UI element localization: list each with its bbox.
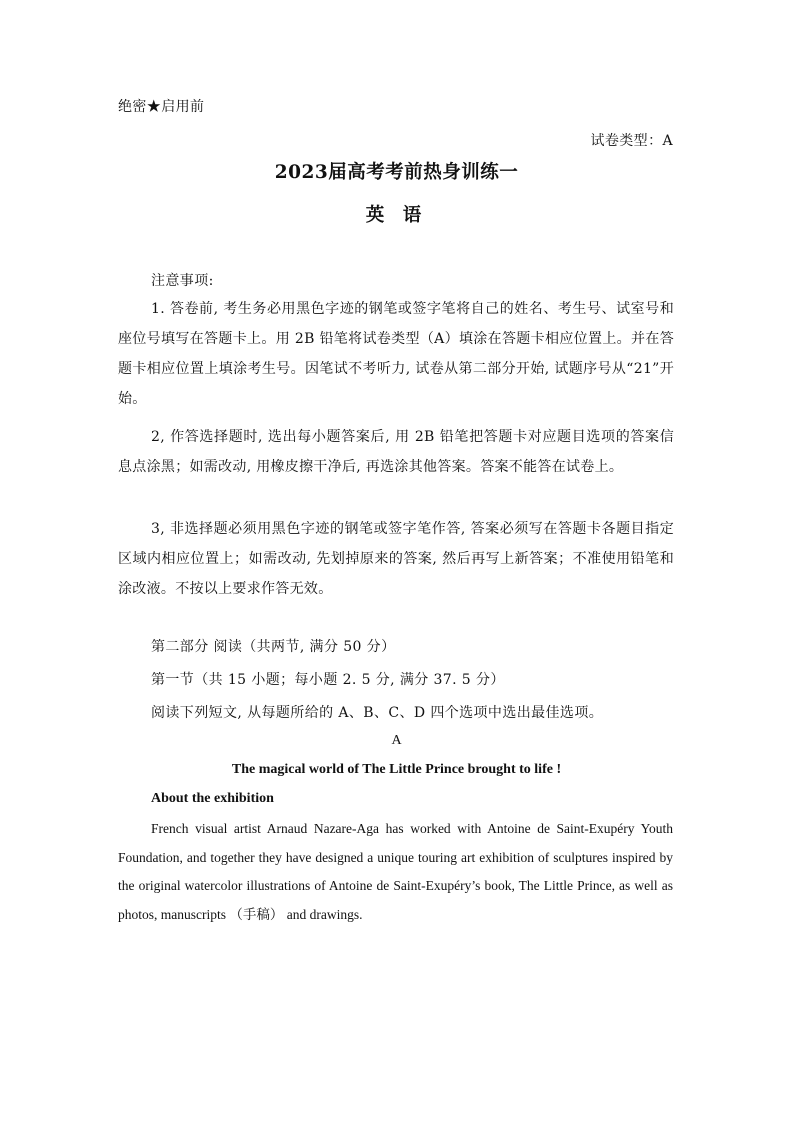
passage-subheading: About the exhibition: [151, 791, 274, 806]
note-item-2: 2, 作答选择题时, 选出每小题答案后, 用 2B 铅笔把答题卡对应题目选项的答案信息点涂黑；如需改动, 用橡皮擦干净后, 再选涂其他答案。答案不能答在试卷上。: [118, 429, 674, 475]
paper-type-label: 试卷类型：A: [590, 133, 673, 149]
exam-title: 2023届高考考前热身训练一: [274, 162, 519, 183]
note-item-1: 1. 答卷前, 考生务必用黑色字迹的钢笔或签字笔将自己的姓名、考生号、试室号和座位号填写在答题卡上。用 2B 铅笔将试卷类型（A）填涂在答题卡相应位置上。并在答题卡相应位置上填涂考生号。因笔试不考听力, 试卷从第二部分开始, 试题序号从“21”开始。: [118, 301, 674, 407]
section-instruction: 阅读下列短文, 从每题所给的 A、B、C、D 四个选项中选出最佳选项。: [151, 705, 604, 721]
confidential-label: 绝密★启用前: [118, 99, 205, 115]
notes-heading: 注意事项:: [151, 273, 214, 289]
note-item-3: 3, 非选择题必须用黑色字迹的钢笔或签字笔作答, 答案必须写在答题卡各题目指定区域内相应位置上；如需改动, 先划掉原来的答案, 然后再写上新答案；不准使用铅笔和涂改液。不按以上要求作答无效。: [118, 521, 674, 597]
subject-title: 英 语: [365, 205, 428, 226]
section-heading: 第一节（共 15 小题；每小题 2. 5 分, 满分 37. 5 分）: [151, 672, 505, 688]
passage-title: The magical world of The Little Prince brought to life !: [231, 762, 562, 777]
passage-paragraph: French visual artist Arnaud Nazare-Aga has worked with Antoine de Saint-Exupéry Youth Foundation, and together they have designed a unique touring art exhibition of sculptures inspired by the original watercolor illustrations of Antoine de Saint-Exupéry’s book, The Little Prince, as well as photos, manuscripts （手稿） and drawings.: [118, 821, 673, 922]
part-heading: 第二部分 阅读（共两节, 满分 50 分）: [151, 639, 396, 655]
passage-letter: A: [391, 733, 402, 748]
